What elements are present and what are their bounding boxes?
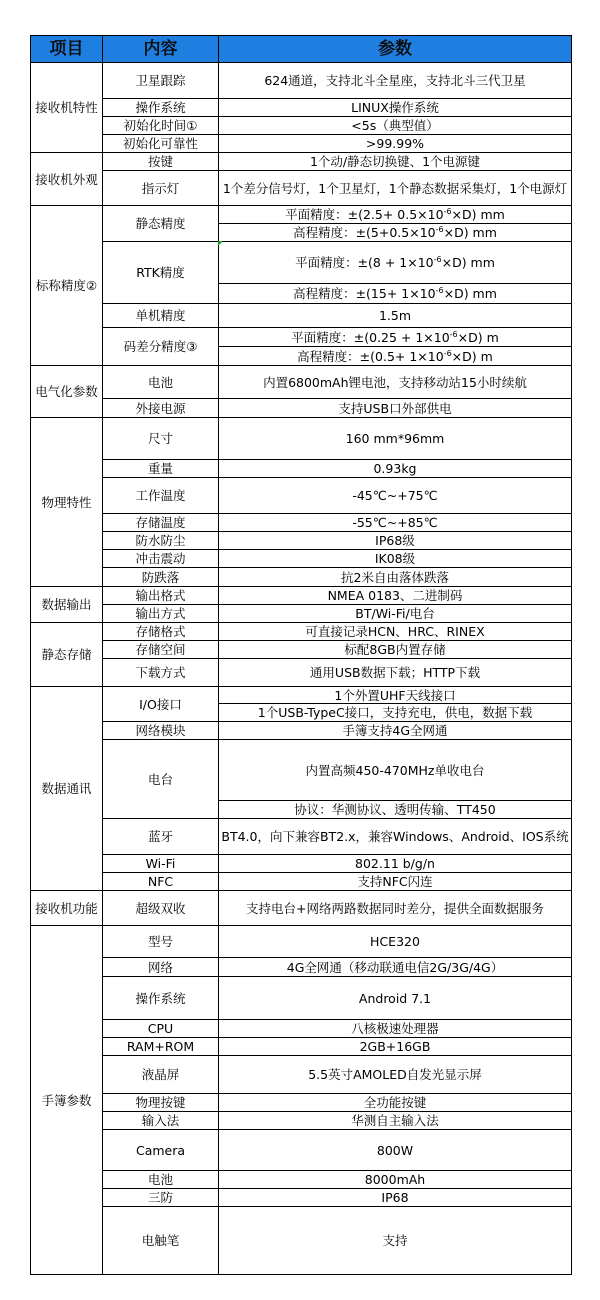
value-cell: 协议：华测协议、透明传输、TT450 <box>219 801 572 819</box>
table-row <box>31 304 572 328</box>
item-cell: 工作温度 <box>103 478 219 514</box>
table-row <box>31 1189 572 1207</box>
item-cell: 电触笔 <box>103 1207 219 1275</box>
item-cell: 网络 <box>103 958 219 977</box>
category-cell: 接收机特性 <box>31 63 103 153</box>
table-row <box>31 1207 572 1275</box>
value-cell: BT4.0，向下兼容BT2.x，兼容Windows、Android、IOS系统 <box>219 819 572 855</box>
item-cell: 液晶屏 <box>103 1056 219 1094</box>
value-cell: 可直接记录HCN、HRC、RINEX <box>219 623 572 641</box>
value-cell: 高程精度：$\pm(0.5+ 1\times 10^{-6}\times D)$ m <box>219 347 572 366</box>
value-cell: 1个差分信号灯，1个卫星灯，1个静态数据采集灯，1个电源灯 <box>219 171 572 206</box>
table-row <box>31 1056 572 1094</box>
value-cell: 0.93kg <box>219 460 572 478</box>
category-cell: 数据输出 <box>31 587 103 623</box>
value-cell: Android 7.1 <box>219 977 572 1020</box>
value-cell: 1个外置UHF天线接口 <box>219 687 572 704</box>
value-cell: 内置高频450-470MHz单收电台 <box>219 740 572 801</box>
value-cell: 1.5m <box>219 304 572 328</box>
table-row <box>31 659 572 687</box>
item-cell: 码差分精度③ <box>103 328 219 366</box>
table-row <box>31 855 572 873</box>
item-cell: RAM+ROM <box>103 1038 219 1056</box>
table-row <box>31 514 572 532</box>
value-cell: 支持 <box>219 1207 572 1275</box>
value-cell: 624通道，支持北斗全星座，支持北斗三代卫星 <box>219 63 572 99</box>
category-cell: 静态存储 <box>31 623 103 687</box>
item-cell: 超级双收 <box>103 891 219 926</box>
value-cell: 内置6800mAh锂电池，支持移动站15小时续航 <box>219 366 572 399</box>
value-cell: 平面精度：$\pm(8 + 1\times 10^{-6}\times D)$ mm <box>219 242 572 284</box>
table-row <box>31 605 572 623</box>
value-cell: 八核极速处理器 <box>219 1020 572 1038</box>
table-row <box>31 478 572 514</box>
value-cell: <5s（典型值） <box>219 117 572 135</box>
value-cell: LINUX操作系统 <box>219 99 572 117</box>
value-cell: 8000mAh <box>219 1171 572 1189</box>
item-cell: 输入法 <box>103 1112 219 1130</box>
header-parameter: 参数 <box>219 36 572 63</box>
value-cell: 平面精度：$\pm(2.5+ 0.5\times 10^{-6}\times D)$ mm <box>219 206 572 224</box>
category-cell: 手簿参数 <box>31 926 103 1275</box>
item-cell: 按键 <box>103 153 219 171</box>
table-row <box>31 532 572 550</box>
item-cell: 下载方式 <box>103 659 219 687</box>
table-row <box>31 460 572 478</box>
item-cell: 操作系统 <box>103 99 219 117</box>
value-cell: 手簿支持4G全网通 <box>219 722 572 740</box>
item-cell: 初始化可靠性 <box>103 135 219 153</box>
table-row <box>31 587 572 605</box>
table-row <box>31 687 572 704</box>
item-cell: Wi-Fi <box>103 855 219 873</box>
item-cell: 存储温度 <box>103 514 219 532</box>
table-row <box>31 1020 572 1038</box>
value-cell: 2GB+16GB <box>219 1038 572 1056</box>
table-row <box>31 740 572 801</box>
value-cell: 高程精度：$\pm(5+0.5\times 10^{-6}\times D)$ mm <box>219 224 572 242</box>
table-row <box>31 1130 572 1171</box>
item-cell: 三防 <box>103 1189 219 1207</box>
table-row <box>31 819 572 855</box>
item-cell: 防水防尘 <box>103 532 219 550</box>
item-cell: 物理按键 <box>103 1094 219 1112</box>
table-row <box>31 242 572 284</box>
table-row <box>31 63 572 99</box>
item-cell: 静态精度 <box>103 206 219 242</box>
item-cell: 尺寸 <box>103 418 219 460</box>
item-cell: Camera <box>103 1130 219 1171</box>
value-cell: 标配8GB内置存储 <box>219 641 572 659</box>
item-cell: 电池 <box>103 366 219 399</box>
value-cell: 抗2米自由落体跌落 <box>219 568 572 587</box>
value-cell: BT/Wi-Fi/电台 <box>219 605 572 623</box>
value-cell: 5.5英寸AMOLED自发光显示屏 <box>219 1056 572 1094</box>
table-row <box>31 873 572 891</box>
value-cell: 支持电台+网络两路数据同时差分，提供全面数据服务 <box>219 891 572 926</box>
item-cell: 卫星跟踪 <box>103 63 219 99</box>
value-cell: -45℃~+75℃ <box>219 478 572 514</box>
value-cell: 1个USB-TypeC接口，支持充电，供电，数据下载 <box>219 704 572 722</box>
value-cell: 支持NFC闪连 <box>219 873 572 891</box>
table-row <box>31 99 572 117</box>
table-row <box>31 977 572 1020</box>
item-cell: 存储格式 <box>103 623 219 641</box>
item-cell: NFC <box>103 873 219 891</box>
value-cell: IP68 <box>219 1189 572 1207</box>
table-row <box>31 891 572 926</box>
table-row <box>31 550 572 568</box>
table-row <box>31 399 572 418</box>
value-cell: IP68级 <box>219 532 572 550</box>
value-cell: -55℃~+85℃ <box>219 514 572 532</box>
table-row <box>31 1094 572 1112</box>
item-cell: RTK精度 <box>103 242 219 304</box>
item-cell: 输出方式 <box>103 605 219 623</box>
item-cell: 防跌落 <box>103 568 219 587</box>
table-row <box>31 366 572 399</box>
value-cell: 通用USB数据下载；HTTP下载 <box>219 659 572 687</box>
value-cell: 平面精度：$\pm(0.25 + 1\times 10^{-6}\times D)$ m <box>219 328 572 347</box>
table-row <box>31 1112 572 1130</box>
item-cell: CPU <box>103 1020 219 1038</box>
category-cell: 接收机外观 <box>31 153 103 206</box>
item-cell: 初始化时间① <box>103 117 219 135</box>
item-cell: 外接电源 <box>103 399 219 418</box>
category-cell: 数据通讯 <box>31 687 103 891</box>
value-cell: NMEA 0183、二进制码 <box>219 587 572 605</box>
table-row <box>31 623 572 641</box>
item-cell: 单机精度 <box>103 304 219 328</box>
category-cell: 标称精度② <box>31 206 103 366</box>
item-cell: 蓝牙 <box>103 819 219 855</box>
item-cell: 电池 <box>103 1171 219 1189</box>
item-cell: I/O接口 <box>103 687 219 722</box>
value-cell: 全功能按键 <box>219 1094 572 1112</box>
item-cell: 电台 <box>103 740 219 819</box>
category-cell: 电气化参数 <box>31 366 103 418</box>
table-row <box>31 135 572 153</box>
value-cell: IK08级 <box>219 550 572 568</box>
table-row <box>31 1038 572 1056</box>
value-cell: 4G全网通（移动联通电信2G/3G/4G） <box>219 958 572 977</box>
item-cell: 重量 <box>103 460 219 478</box>
item-cell: 存储空间 <box>103 641 219 659</box>
value-cell: >99.99% <box>219 135 572 153</box>
table-row <box>31 153 572 171</box>
table-row <box>31 1171 572 1189</box>
table-row <box>31 926 572 958</box>
table-row <box>31 117 572 135</box>
value-cell: 华测自主输入法 <box>219 1112 572 1130</box>
table-row <box>31 958 572 977</box>
item-cell: 网络模块 <box>103 722 219 740</box>
header-item: 内容 <box>103 36 219 63</box>
comment-marker-icon <box>218 241 223 246</box>
value-cell: HCE320 <box>219 926 572 958</box>
value-cell: 高程精度：$\pm(15+ 1\times 10^{-6}\times D)$ mm <box>219 284 572 304</box>
table-row <box>31 418 572 460</box>
value-cell: 支持USB口外部供电 <box>219 399 572 418</box>
table-row <box>31 568 572 587</box>
value-cell: 1个动/静态切换键、1个电源键 <box>219 153 572 171</box>
table-row <box>31 206 572 224</box>
value-cell: 160 mm*96mm <box>219 418 572 460</box>
value-cell: 800W <box>219 1130 572 1171</box>
value-cell: 802.11 b/g/n <box>219 855 572 873</box>
spec-table <box>30 35 572 1275</box>
header-row <box>31 36 572 63</box>
item-cell: 指示灯 <box>103 171 219 206</box>
table-row <box>31 328 572 347</box>
item-cell: 输出格式 <box>103 587 219 605</box>
category-cell: 物理特性 <box>31 418 103 587</box>
table-row <box>31 171 572 206</box>
item-cell: 冲击震动 <box>103 550 219 568</box>
header-category: 项目 <box>31 36 103 63</box>
item-cell: 型号 <box>103 926 219 958</box>
item-cell: 操作系统 <box>103 977 219 1020</box>
table-row <box>31 641 572 659</box>
table-row <box>31 722 572 740</box>
category-cell: 接收机功能 <box>31 891 103 926</box>
